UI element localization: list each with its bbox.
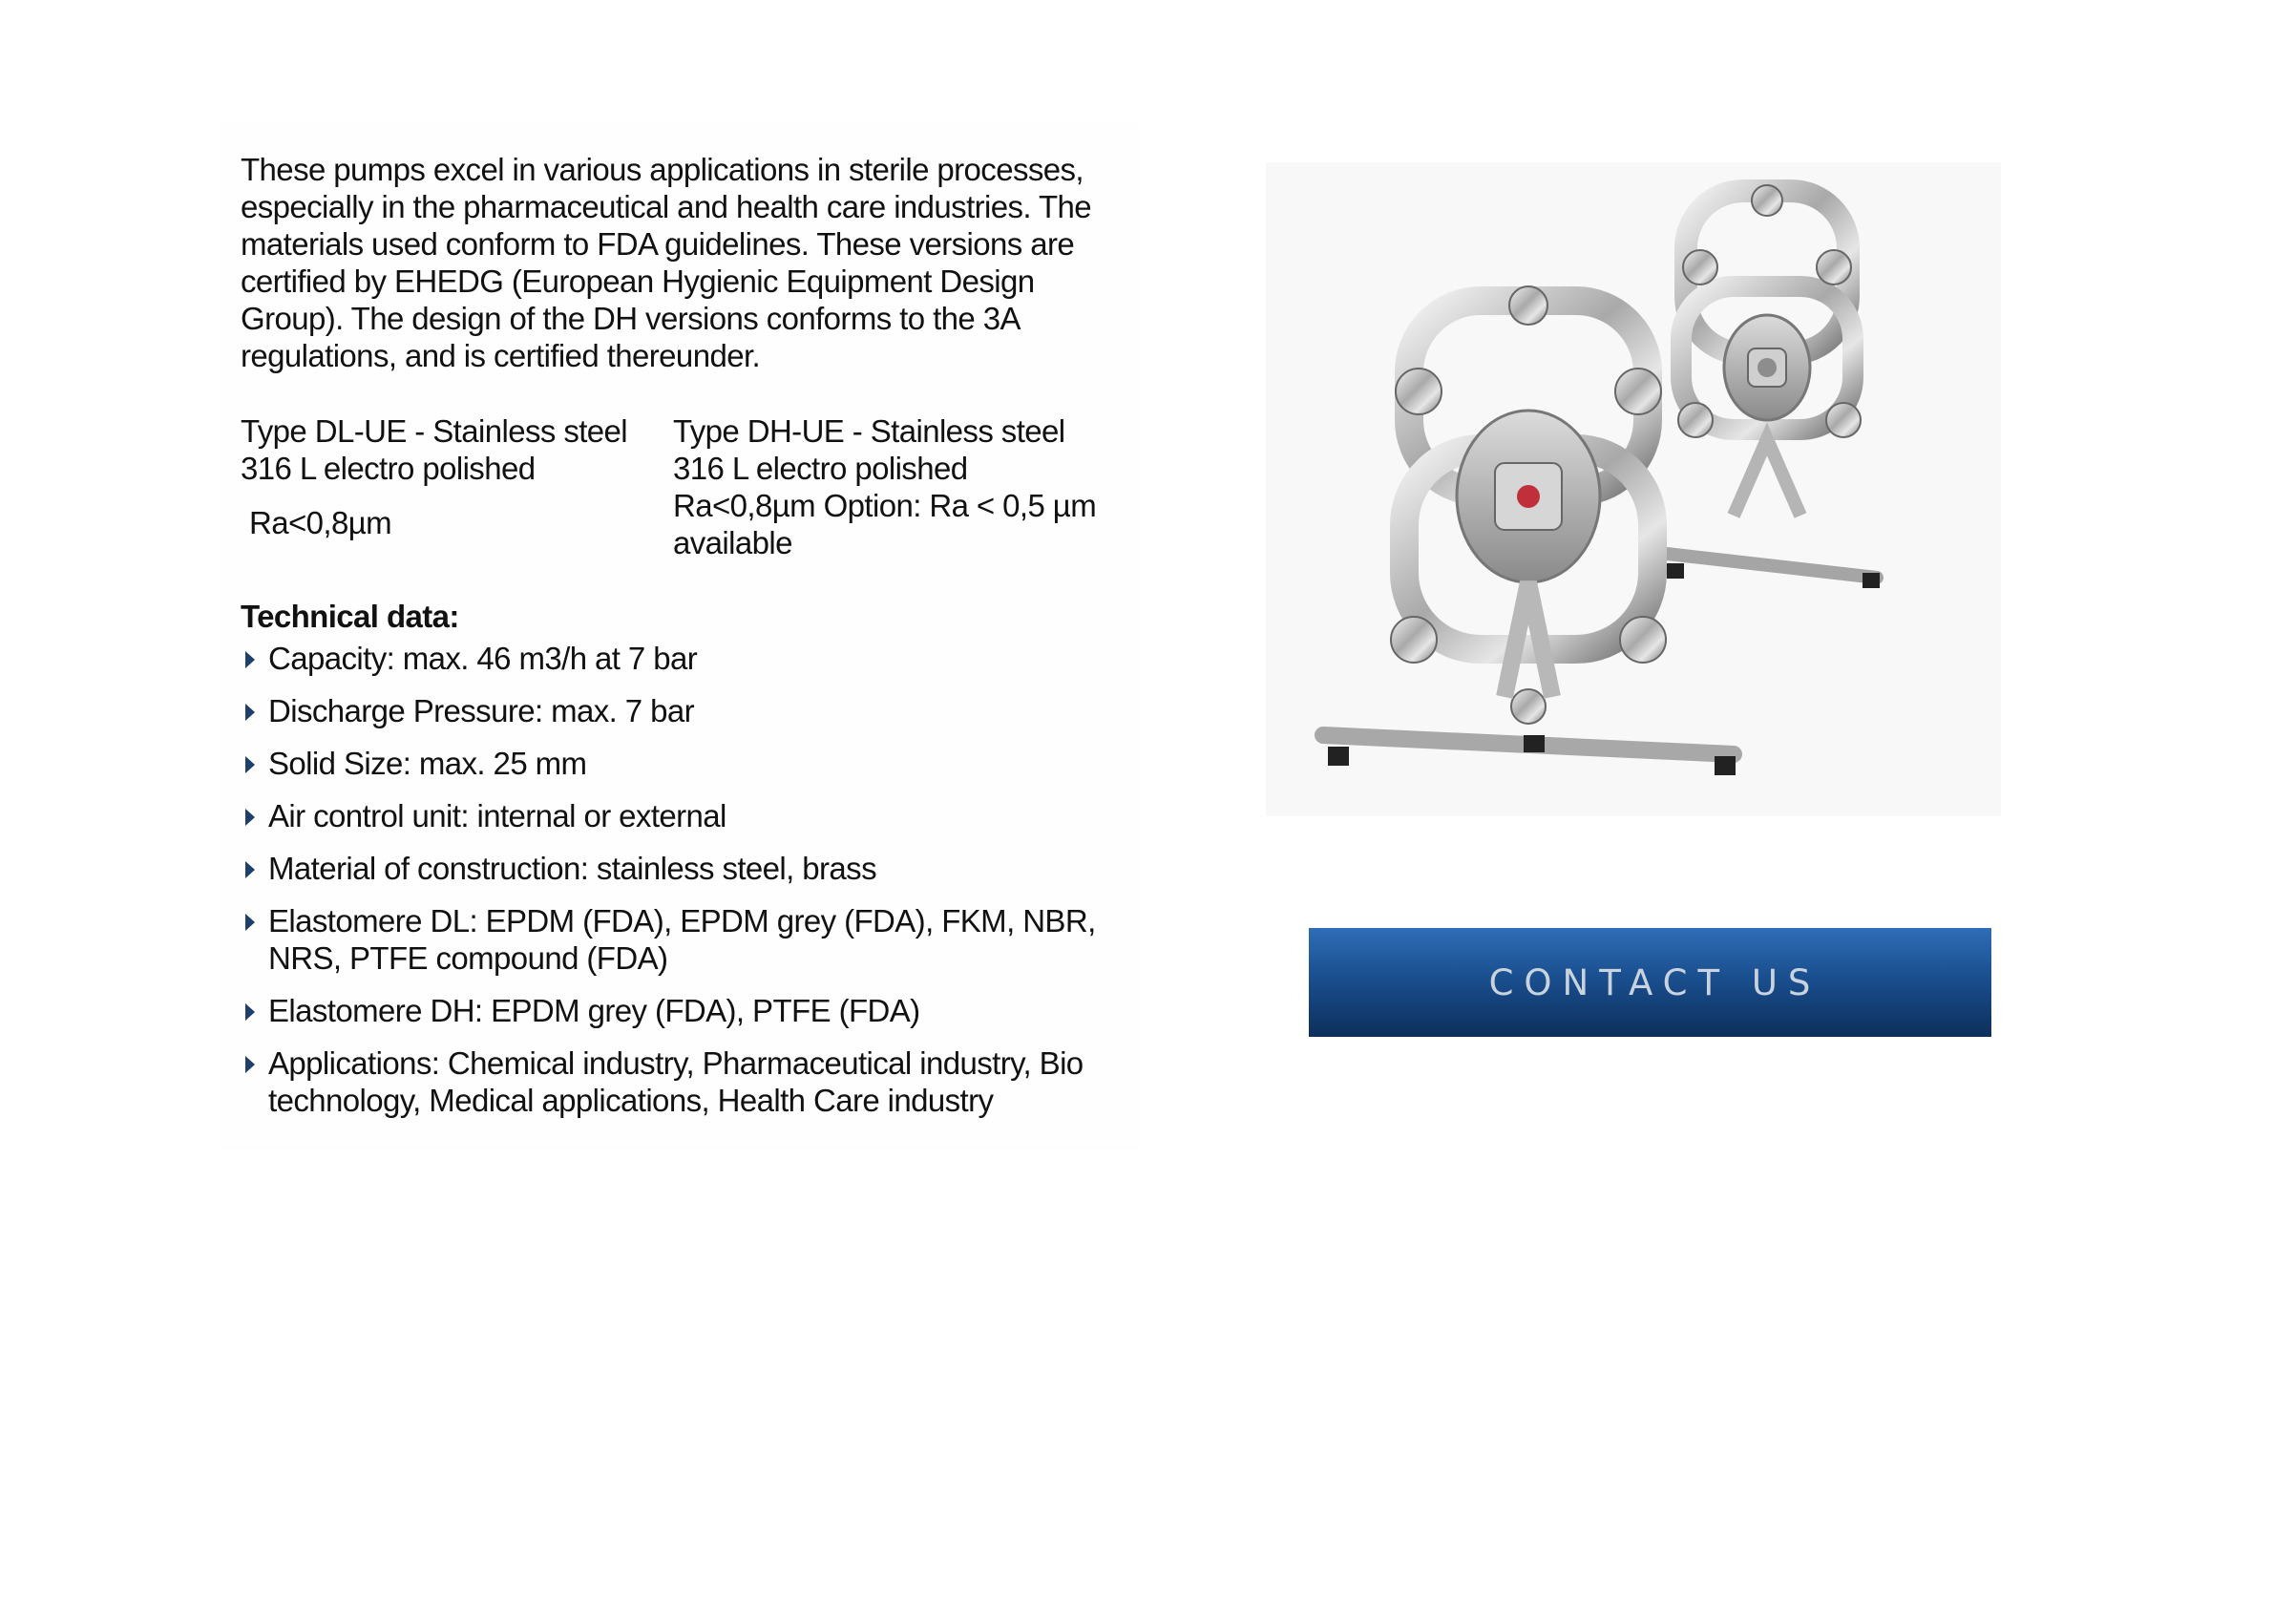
list-item-text: Solid Size: max. 25 mm [268,746,587,781]
variant-dh [673,412,1122,561]
list-item-text: Elastomere DL: EPDM (FDA), EPDM grey (FDA), FKM, NBR, NRS, PTFE compound (FDA) [268,903,1096,976]
list-item [241,992,1128,1029]
list-item-text: Discharge Pressure: max. 7 bar [268,693,695,728]
variant-dl-finish: 316 L electro polished [241,451,536,486]
list-item-text: Capacity: max. 46 m3/h at 7 bar [268,641,698,676]
list-item [241,797,1128,834]
variant-dh-roughness: Ra<0,8µm Option: Ra < 0,5 µm [673,488,1097,523]
variant-dh-finish: 316 L electro polished [673,451,968,486]
triangle-right-icon [245,914,255,931]
list-item-text: Elastomere DH: EPDM grey (FDA), PTFE (FDA) [268,993,920,1028]
variant-dl [241,412,661,541]
triangle-right-icon [245,809,255,826]
triangle-right-icon [245,1056,255,1073]
list-item-text: Material of construction: stainless steel, brass [268,851,876,886]
triangle-right-icon [245,861,255,878]
contact-us-button[interactable]: CONTACT US [1309,928,1991,1037]
list-item [241,692,1128,729]
technical-data-list [241,640,1128,1134]
list-item [241,902,1128,977]
triangle-right-icon [245,704,255,721]
list-item [241,745,1128,782]
rear-pump-illustration [1667,185,1880,588]
triangle-right-icon [245,1003,255,1021]
product-description-panel [218,124,1140,1150]
triangle-right-icon [245,756,255,773]
list-item-text: Applications: Chemical industry, Pharmaceutical industry, Bio technology, Medical applications, Health Care industry [268,1045,1084,1118]
intro-paragraph: These pumps excel in various applications in sterile processes, especially in the pharmaceutical and health care industries. The materials used conform to FDA guidelines. These versions are certified by EHEDG (European Hygienic Equipment Design Group). The design of the DH versions conforms to the 3A regulations, and is certified thereunder. [241,152,1092,373]
triangle-right-icon [245,651,255,668]
list-item-text: Air control unit: internal or external [268,798,726,833]
list-item [241,1044,1128,1119]
variant-dh-availability: available [673,525,792,560]
list-item [241,850,1128,887]
technical-data-heading: Technical data: [241,599,459,634]
diaphragm-pump-image [1266,162,2001,816]
variant-dl-type: Type DL-UE - Stainless steel [241,413,628,449]
variant-dh-type: Type DH-UE - Stainless steel [673,413,1065,449]
product-image [1266,162,2001,816]
list-item [241,640,1128,677]
variant-dl-roughness: Ra<0,8µm [249,505,392,540]
